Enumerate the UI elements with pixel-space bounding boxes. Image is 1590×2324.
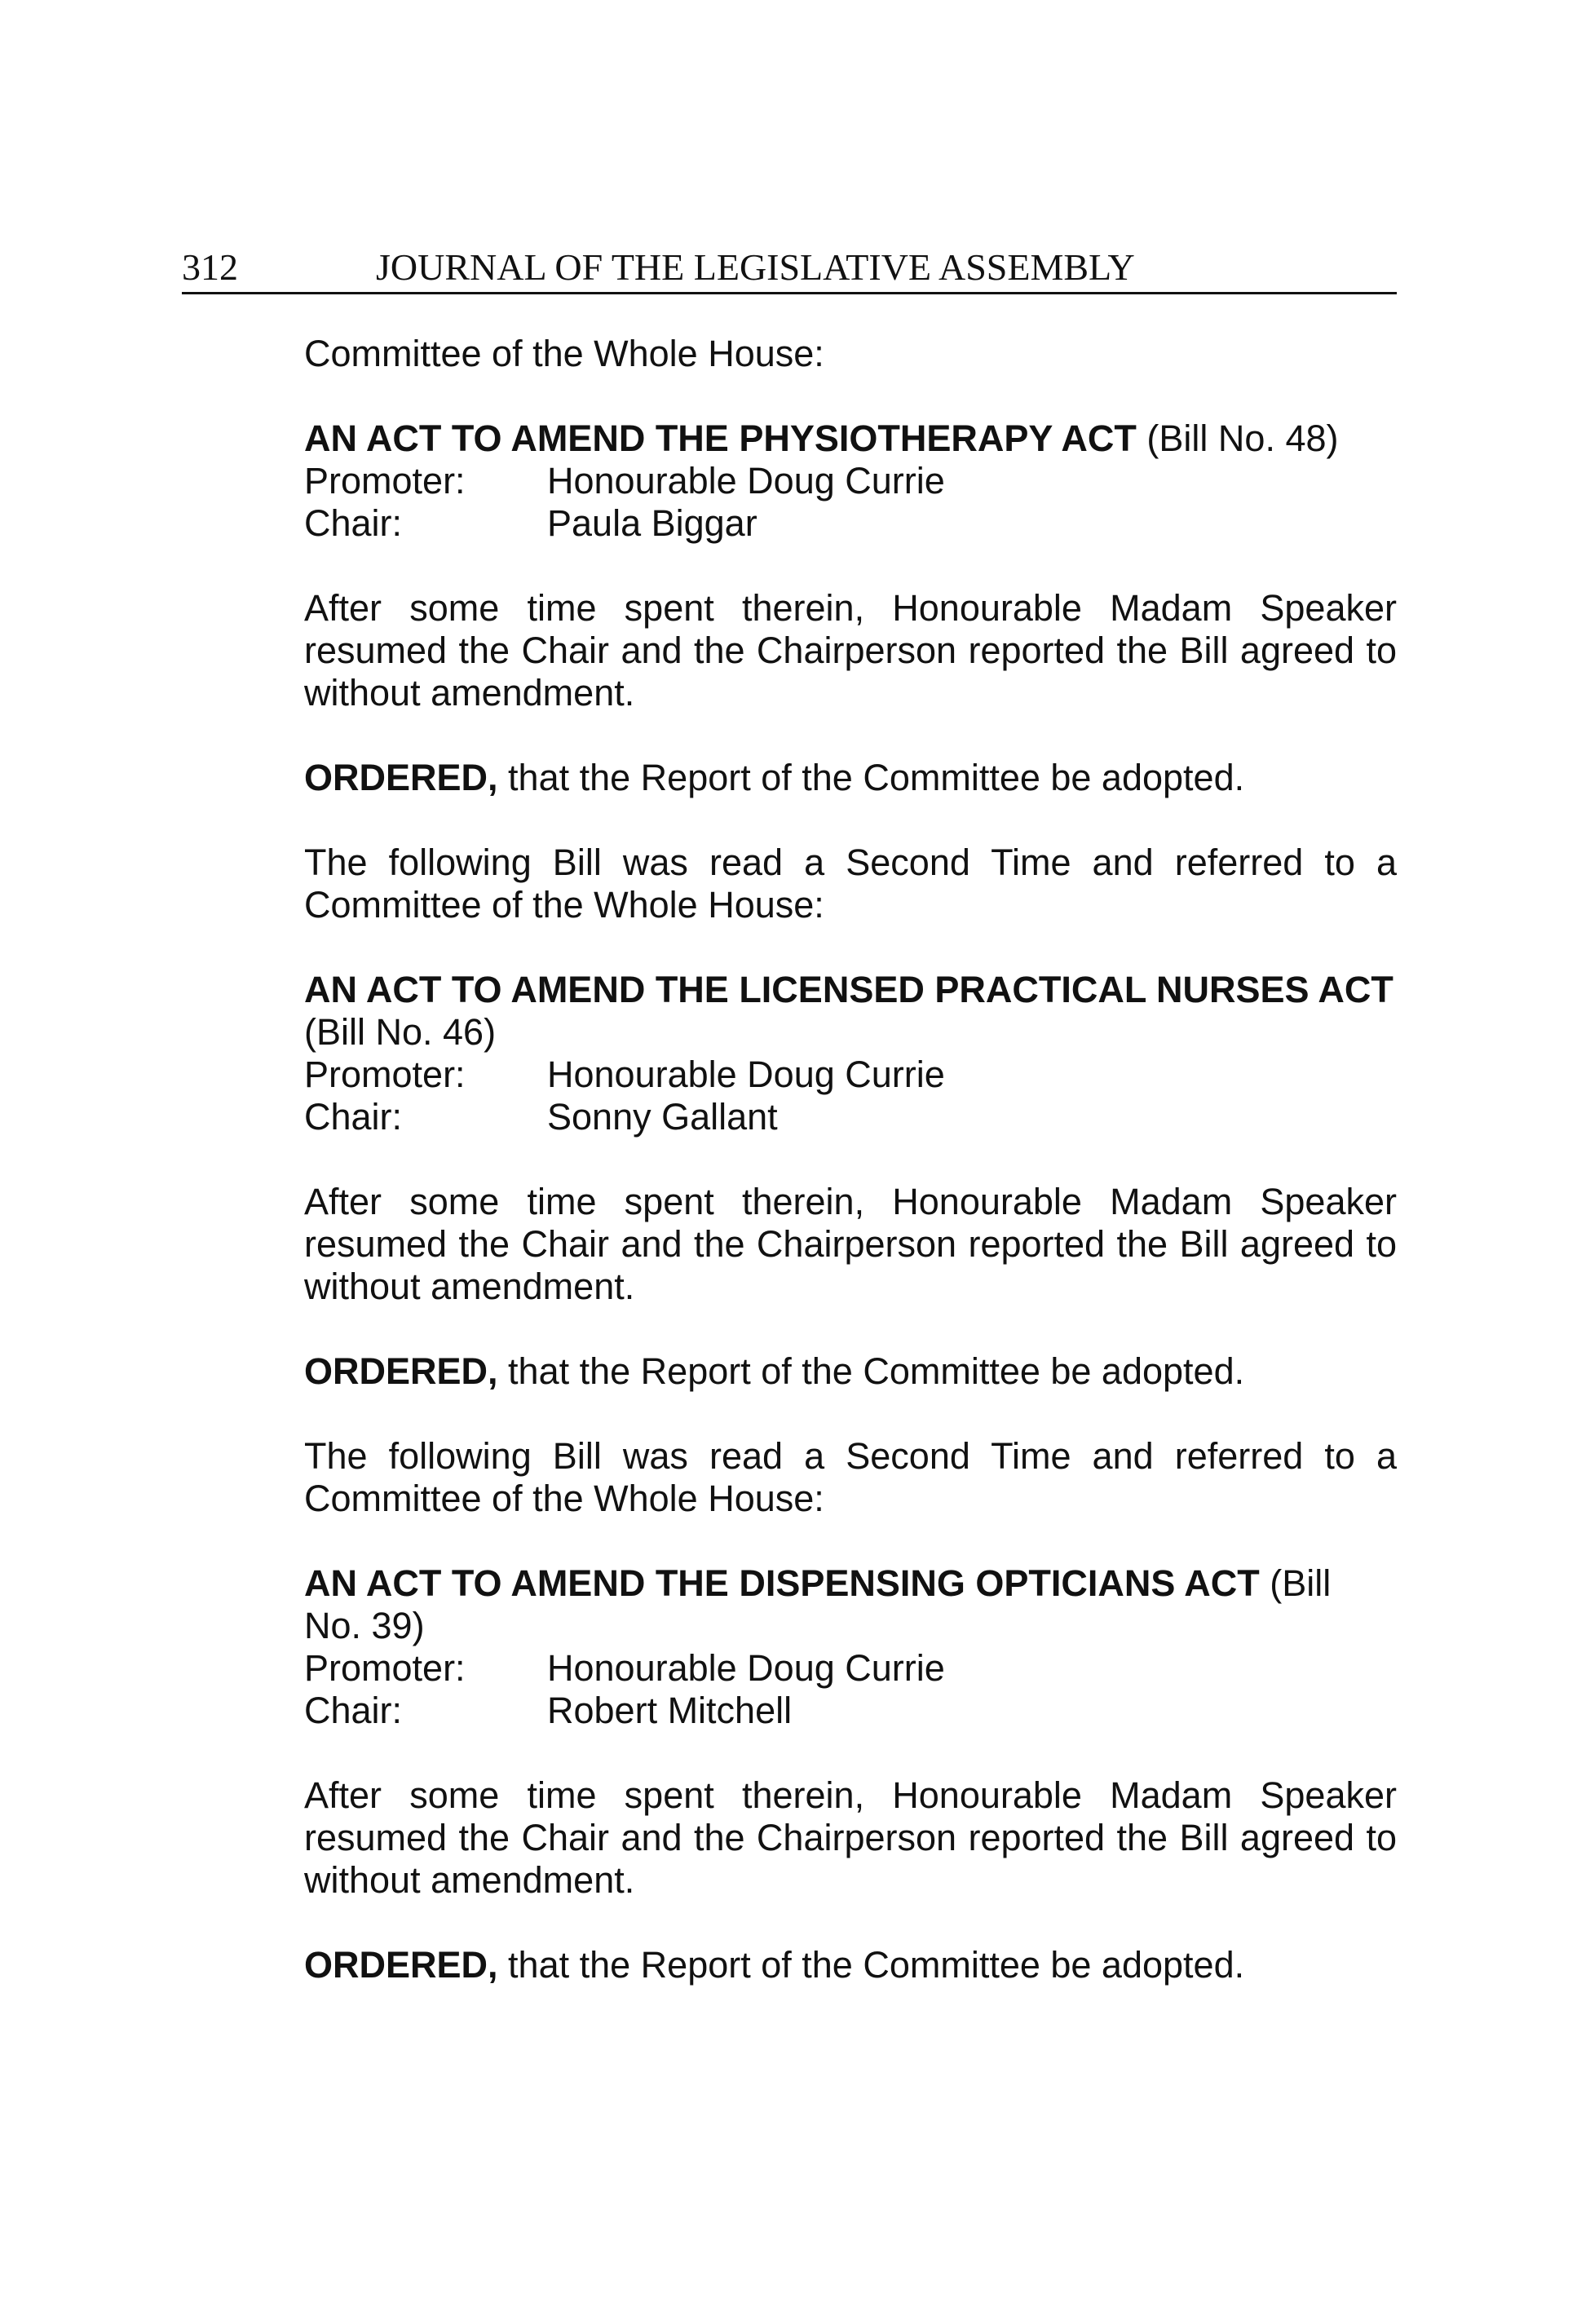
ordered-text: that the Report of the Committee be adopted. [508,757,1245,798]
bill-number: (Bill No. 46) [304,1011,497,1053]
bill-title-line [304,1562,1397,1647]
chair-label: Chair: [304,1096,403,1138]
report-paragraph: After some time spent therein, Honourable Madam Speaker resumed the Chair and the Chairperson reported the Bill agreed to without amendment. [304,1181,1397,1307]
ordered-label: ORDERED, [304,757,498,798]
chair-name: Sonny Gallant [547,1096,778,1138]
chair-label: Chair: [304,502,403,544]
promoter-label: Promoter: [304,1647,466,1689]
chair-row [304,1096,1397,1138]
page-number: 312 [182,246,238,288]
ordered-paragraph [304,1944,1397,1986]
second-reading-paragraph: The following Bill was read a Second Time and referred to a Committee of the Whole House: [304,1435,1397,1519]
promoter-row [304,1647,1397,1690]
bill-title: AN ACT TO AMEND THE DISPENSING OPTICIANS ACT [304,1562,1260,1604]
chair-name: Paula Biggar [547,502,757,544]
promoter-name: Honourable Doug Currie [547,460,945,501]
ordered-label: ORDERED, [304,1944,498,1986]
ordered-label: ORDERED, [304,1350,498,1392]
ordered-text: that the Report of the Committee be adopted. [508,1350,1245,1392]
chair-name: Robert Mitchell [547,1690,793,1731]
chair-row [304,1690,1397,1732]
bill-title: AN ACT TO AMEND THE LICENSED PRACTICAL NURSES ACT [304,969,1393,1010]
report-paragraph: After some time spent therein, Honourable Madam Speaker resumed the Chair and the Chairperson reported the Bill agreed to without amendment. [304,587,1397,714]
journal-title: JOURNAL OF THE LEGISLATIVE ASSEMBLY [376,246,1135,288]
promoter-label: Promoter: [304,1054,466,1095]
bill-title: AN ACT TO AMEND THE PHYSIOTHERAPY ACT [304,418,1137,459]
journal-content [304,333,1397,1986]
ordered-paragraph [304,1350,1397,1393]
bill-title-line [304,418,1397,460]
promoter-row [304,460,1397,502]
bill-block-physiotherapy [304,418,1397,545]
promoter-label: Promoter: [304,460,466,501]
promoter-name: Honourable Doug Currie [547,1647,945,1689]
ordered-text: that the Report of the Committee be adopted. [508,1944,1245,1986]
bill-block-licensed-practical-nurses [304,969,1397,1138]
promoter-row [304,1054,1397,1096]
report-paragraph: After some time spent therein, Honourable Madam Speaker resumed the Chair and the Chairperson reported the Bill agreed to without amendment. [304,1774,1397,1901]
second-reading-paragraph: The following Bill was read a Second Time and referred to a Committee of the Whole House: [304,842,1397,926]
chair-label: Chair: [304,1690,403,1731]
page-header [182,243,1397,294]
bill-title-line [304,969,1397,1054]
promoter-name: Honourable Doug Currie [547,1054,945,1095]
ordered-paragraph [304,757,1397,799]
bill-block-dispensing-opticians [304,1562,1397,1732]
bill-number: (Bill No. 48) [1146,418,1339,459]
bill-number: (Bill No. 39) [304,1562,1332,1646]
chair-row [304,502,1397,545]
intro-paragraph: Committee of the Whole House: [304,333,824,374]
